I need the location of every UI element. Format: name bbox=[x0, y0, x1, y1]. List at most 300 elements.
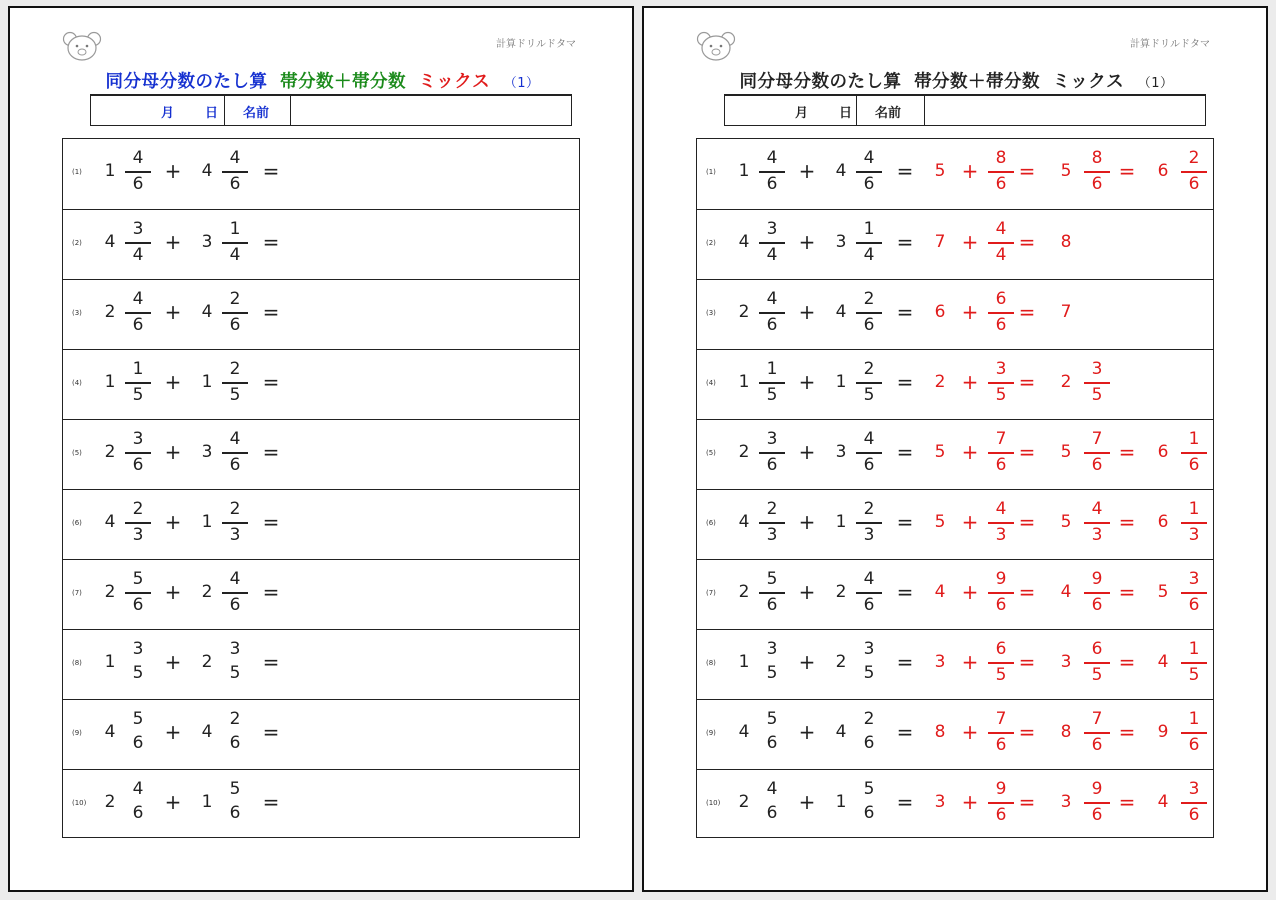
numerator: 1 bbox=[1188, 709, 1200, 729]
denominator: 4 bbox=[132, 244, 144, 265]
day-label: 日 bbox=[839, 106, 853, 121]
plus-sign: + bbox=[798, 650, 816, 674]
numerator: 2 bbox=[863, 289, 875, 309]
answer-fraction-sum bbox=[988, 708, 1014, 758]
plus-sign: + bbox=[798, 580, 816, 604]
whole-number-b: 2 bbox=[835, 582, 847, 602]
denominator: 6 bbox=[995, 734, 1007, 755]
fraction-b bbox=[856, 568, 882, 618]
denominator: 4 bbox=[766, 244, 778, 265]
fraction-b bbox=[856, 708, 882, 756]
whole-number-b: 2 bbox=[835, 652, 847, 672]
answer-step2-fraction bbox=[1084, 778, 1110, 828]
fraction-a bbox=[759, 498, 785, 548]
whole-number-b: 4 bbox=[835, 302, 847, 322]
numerator: 4 bbox=[229, 569, 241, 589]
plus-sign: + bbox=[164, 159, 182, 183]
answer-final-fraction bbox=[1181, 708, 1207, 758]
denominator: 3 bbox=[132, 524, 144, 545]
denominator: 6 bbox=[132, 314, 144, 335]
equals-sign: = bbox=[896, 720, 914, 744]
fraction-b bbox=[856, 218, 882, 268]
answer-step2-whole: 2 bbox=[1060, 372, 1072, 392]
answer-equals-sign: = bbox=[1018, 159, 1036, 183]
numerator: 9 bbox=[1091, 779, 1103, 799]
whole-number-a: 1 bbox=[104, 372, 116, 392]
answer-equals-sign: = bbox=[1018, 370, 1036, 394]
whole-number-b: 3 bbox=[835, 232, 847, 252]
denominator: 6 bbox=[995, 173, 1007, 194]
denominator: 6 bbox=[1091, 594, 1103, 615]
whole-number-b: 1 bbox=[835, 512, 847, 532]
answer-equals-sign: = bbox=[1118, 510, 1136, 534]
denominator: 6 bbox=[132, 733, 144, 753]
numerator: 9 bbox=[1091, 569, 1103, 589]
problem-row bbox=[63, 769, 579, 840]
answer-step2-whole: 8 bbox=[1060, 722, 1072, 742]
numerator: 1 bbox=[1188, 639, 1200, 659]
problem-number: (7) bbox=[72, 589, 82, 597]
fraction-b bbox=[222, 218, 248, 268]
equals-sign: = bbox=[896, 790, 914, 814]
equals-sign: = bbox=[896, 159, 914, 183]
numerator: 4 bbox=[863, 429, 875, 449]
answer-equals-sign: = bbox=[1118, 440, 1136, 464]
denominator: 5 bbox=[132, 663, 144, 683]
answer-whole-sum: 5 bbox=[934, 161, 946, 181]
denominator: 5 bbox=[766, 663, 778, 683]
denominator: 6 bbox=[229, 733, 241, 753]
problem-number: (8) bbox=[706, 659, 716, 667]
numerator: 5 bbox=[132, 709, 144, 729]
fraction-a bbox=[759, 288, 785, 338]
problem-number: (6) bbox=[72, 519, 82, 527]
denominator: 6 bbox=[766, 314, 778, 335]
answer-equals-sign: = bbox=[1018, 440, 1036, 464]
numerator: 4 bbox=[229, 148, 241, 168]
whole-number-b: 4 bbox=[201, 302, 213, 322]
month-label: 月 bbox=[795, 106, 809, 121]
answer-fraction-sum bbox=[988, 638, 1014, 688]
answer-step2-whole: 4 bbox=[1060, 582, 1072, 602]
answer-fraction-sum bbox=[988, 288, 1014, 338]
fraction-b bbox=[856, 428, 882, 478]
fraction-b bbox=[222, 638, 248, 686]
numerator: 5 bbox=[132, 569, 144, 589]
answer-whole-sum: 8 bbox=[934, 722, 946, 742]
plus-sign: + bbox=[164, 790, 182, 814]
fraction-b bbox=[222, 147, 248, 197]
whole-number-b: 1 bbox=[201, 792, 213, 812]
numerator: 2 bbox=[863, 709, 875, 729]
problem-row bbox=[697, 419, 1213, 490]
whole-number-b: 2 bbox=[201, 652, 213, 672]
denominator: 6 bbox=[995, 454, 1007, 475]
problem-row bbox=[63, 489, 579, 560]
answer-plus-sign: + bbox=[961, 650, 979, 674]
numerator: 7 bbox=[1091, 709, 1103, 729]
whole-number-b: 1 bbox=[201, 512, 213, 532]
denominator: 4 bbox=[995, 244, 1007, 265]
whole-number-b: 2 bbox=[201, 582, 213, 602]
whole-number-a: 2 bbox=[104, 582, 116, 602]
numerator: 2 bbox=[229, 359, 241, 379]
fraction-a bbox=[759, 358, 785, 408]
answer-final-fraction bbox=[1181, 568, 1207, 618]
whole-number-a: 4 bbox=[104, 512, 116, 532]
answer-step2-fraction bbox=[1084, 638, 1110, 688]
fraction-b bbox=[856, 288, 882, 338]
answer-fraction-sum bbox=[988, 498, 1014, 548]
plus-sign: + bbox=[164, 440, 182, 464]
title-part-3: ミックス bbox=[1052, 72, 1125, 92]
plus-sign: + bbox=[798, 300, 816, 324]
fraction-b bbox=[856, 147, 882, 197]
denominator: 6 bbox=[863, 454, 875, 475]
answer-equals-sign: = bbox=[1118, 650, 1136, 674]
denominator: 6 bbox=[863, 314, 875, 335]
numerator: 9 bbox=[995, 779, 1007, 799]
numerator: 3 bbox=[995, 359, 1007, 379]
equals-sign: = bbox=[262, 720, 280, 744]
title-part-1: 同分母分数のたし算 bbox=[739, 72, 902, 92]
plus-sign: + bbox=[164, 650, 182, 674]
denominator: 6 bbox=[766, 173, 778, 194]
fraction-a bbox=[759, 568, 785, 618]
denominator: 6 bbox=[995, 314, 1007, 335]
bear-mascot-icon bbox=[62, 30, 102, 62]
answer-whole-sum: 4 bbox=[934, 582, 946, 602]
problem-number: (1) bbox=[72, 168, 82, 176]
numerator: 2 bbox=[863, 499, 875, 519]
whole-number-a: 4 bbox=[738, 722, 750, 742]
numerator: 3 bbox=[766, 639, 778, 659]
numerator: 4 bbox=[229, 429, 241, 449]
equals-sign: = bbox=[896, 510, 914, 534]
denominator: 4 bbox=[863, 244, 875, 265]
fraction-b bbox=[222, 498, 248, 548]
denominator: 5 bbox=[229, 384, 241, 405]
denominator: 6 bbox=[1091, 454, 1103, 475]
problem-row bbox=[697, 559, 1213, 630]
name-date-bar bbox=[90, 94, 572, 126]
problem-row bbox=[697, 349, 1213, 420]
numerator: 4 bbox=[863, 569, 875, 589]
denominator: 5 bbox=[1188, 664, 1200, 685]
answer-step2-whole: 7 bbox=[1060, 302, 1072, 322]
denominator: 3 bbox=[229, 524, 241, 545]
problem-row bbox=[63, 139, 579, 209]
problem-number: (4) bbox=[706, 379, 716, 387]
brand-label: 計算ドリルドタマ bbox=[1130, 39, 1210, 50]
month-label: 月 bbox=[161, 106, 175, 121]
fraction-a bbox=[125, 358, 151, 408]
denominator: 5 bbox=[863, 384, 875, 405]
title-part-2: 帯分数＋帯分数 bbox=[280, 72, 407, 92]
answer-plus-sign: + bbox=[961, 440, 979, 464]
equals-sign: = bbox=[896, 440, 914, 464]
numerator: 6 bbox=[995, 639, 1007, 659]
numerator: 4 bbox=[766, 148, 778, 168]
problem-number: (10) bbox=[72, 799, 87, 807]
numerator: 4 bbox=[132, 148, 144, 168]
whole-number-b: 4 bbox=[201, 161, 213, 181]
name-date-bar bbox=[724, 94, 1206, 126]
problem-number: (4) bbox=[72, 379, 82, 387]
answer-plus-sign: + bbox=[961, 790, 979, 814]
whole-number-b: 1 bbox=[835, 792, 847, 812]
numerator: 5 bbox=[766, 569, 778, 589]
numerator: 2 bbox=[863, 359, 875, 379]
numerator: 5 bbox=[766, 709, 778, 729]
answer-whole-sum: 3 bbox=[934, 792, 946, 812]
numerator: 4 bbox=[766, 289, 778, 309]
numerator: 1 bbox=[1188, 499, 1200, 519]
answer-step2-whole: 3 bbox=[1060, 652, 1072, 672]
answer-final-whole: 9 bbox=[1157, 722, 1169, 742]
problem-row bbox=[63, 209, 579, 280]
fraction-b bbox=[222, 568, 248, 618]
fraction-a bbox=[759, 708, 785, 756]
denominator: 6 bbox=[1091, 173, 1103, 194]
answer-final-whole: 6 bbox=[1157, 161, 1169, 181]
day-label: 日 bbox=[205, 106, 219, 121]
numerator: 7 bbox=[1091, 429, 1103, 449]
denominator: 6 bbox=[1188, 454, 1200, 475]
plus-sign: + bbox=[798, 720, 816, 744]
fraction-a bbox=[759, 428, 785, 478]
answer-sheet bbox=[642, 6, 1268, 892]
numerator: 2 bbox=[766, 499, 778, 519]
denominator: 3 bbox=[1188, 524, 1200, 545]
problem-row bbox=[697, 209, 1213, 280]
fraction-b bbox=[856, 778, 882, 826]
title-number: （1） bbox=[503, 76, 540, 91]
name-input[interactable] bbox=[931, 102, 1199, 122]
problem-sheet bbox=[8, 6, 634, 892]
denominator: 5 bbox=[863, 663, 875, 683]
fraction-a bbox=[125, 218, 151, 268]
problem-number: (6) bbox=[706, 519, 716, 527]
fraction-b bbox=[856, 638, 882, 686]
whole-number-a: 4 bbox=[738, 232, 750, 252]
denominator: 6 bbox=[229, 314, 241, 335]
problem-number: (5) bbox=[72, 449, 82, 457]
answer-final-whole: 4 bbox=[1157, 652, 1169, 672]
equals-sign: = bbox=[262, 300, 280, 324]
plus-sign: + bbox=[164, 370, 182, 394]
answer-grid bbox=[696, 138, 1214, 838]
title-number: （1） bbox=[1137, 76, 1174, 91]
answer-plus-sign: + bbox=[961, 230, 979, 254]
plus-sign: + bbox=[798, 230, 816, 254]
whole-number-a: 1 bbox=[738, 652, 750, 672]
answer-step2-fraction bbox=[1084, 568, 1110, 618]
numerator: 3 bbox=[1188, 779, 1200, 799]
problem-number: (9) bbox=[706, 729, 716, 737]
plus-sign: + bbox=[164, 300, 182, 324]
problem-number: (3) bbox=[706, 309, 716, 317]
answer-step2-whole: 5 bbox=[1060, 512, 1072, 532]
answer-final-whole: 5 bbox=[1157, 582, 1169, 602]
answer-final-fraction bbox=[1181, 428, 1207, 478]
answer-equals-sign: = bbox=[1118, 790, 1136, 814]
plus-sign: + bbox=[798, 790, 816, 814]
problem-row bbox=[697, 279, 1213, 350]
fraction-a bbox=[125, 428, 151, 478]
numerator: 3 bbox=[132, 219, 144, 239]
answer-fraction-sum bbox=[988, 428, 1014, 478]
equals-sign: = bbox=[262, 580, 280, 604]
numerator: 1 bbox=[863, 219, 875, 239]
answer-final-fraction bbox=[1181, 778, 1207, 828]
denominator: 6 bbox=[1188, 594, 1200, 615]
answer-fraction-sum bbox=[988, 778, 1014, 828]
whole-number-b: 1 bbox=[835, 372, 847, 392]
equals-sign: = bbox=[262, 440, 280, 464]
denominator: 3 bbox=[766, 524, 778, 545]
problem-row bbox=[63, 279, 579, 350]
whole-number-b: 3 bbox=[835, 442, 847, 462]
numerator: 6 bbox=[1091, 639, 1103, 659]
denominator: 5 bbox=[132, 384, 144, 405]
answer-equals-sign: = bbox=[1118, 580, 1136, 604]
problem-number: (2) bbox=[706, 239, 716, 247]
answer-equals-sign: = bbox=[1118, 159, 1136, 183]
worksheet-title bbox=[644, 68, 1266, 93]
numerator: 5 bbox=[229, 779, 241, 799]
fraction-a bbox=[125, 638, 151, 686]
name-input[interactable] bbox=[297, 102, 565, 122]
plus-sign: + bbox=[798, 159, 816, 183]
answer-fraction-sum bbox=[988, 358, 1014, 408]
answer-whole-sum: 6 bbox=[934, 302, 946, 322]
numerator: 4 bbox=[132, 289, 144, 309]
bear-mascot-icon bbox=[696, 30, 736, 62]
answer-whole-sum: 7 bbox=[934, 232, 946, 252]
whole-number-a: 1 bbox=[104, 161, 116, 181]
answer-fraction-sum bbox=[988, 147, 1014, 197]
numerator: 1 bbox=[132, 359, 144, 379]
answer-whole-sum: 3 bbox=[934, 652, 946, 672]
answer-fraction-sum bbox=[988, 218, 1014, 268]
answer-whole-sum: 5 bbox=[934, 442, 946, 462]
problem-row bbox=[63, 559, 579, 630]
numerator: 3 bbox=[766, 429, 778, 449]
fraction-b bbox=[222, 358, 248, 408]
fraction-a bbox=[125, 498, 151, 548]
answer-equals-sign: = bbox=[1018, 580, 1036, 604]
denominator: 5 bbox=[995, 384, 1007, 405]
denominator: 6 bbox=[132, 454, 144, 475]
whole-number-a: 2 bbox=[738, 442, 750, 462]
answer-final-whole: 4 bbox=[1157, 792, 1169, 812]
problem-row bbox=[697, 139, 1213, 209]
denominator: 5 bbox=[995, 664, 1007, 685]
problem-row bbox=[697, 489, 1213, 560]
problem-number: (5) bbox=[706, 449, 716, 457]
answer-equals-sign: = bbox=[1018, 720, 1036, 744]
answer-equals-sign: = bbox=[1018, 300, 1036, 324]
numerator: 6 bbox=[995, 289, 1007, 309]
problem-number: (10) bbox=[706, 799, 721, 807]
numerator: 4 bbox=[1091, 499, 1103, 519]
fraction-a bbox=[125, 568, 151, 618]
numerator: 9 bbox=[995, 569, 1007, 589]
title-part-1: 同分母分数のたし算 bbox=[105, 72, 268, 92]
equals-sign: = bbox=[262, 159, 280, 183]
whole-number-a: 4 bbox=[738, 512, 750, 532]
name-label: 名前 bbox=[243, 106, 270, 121]
numerator: 8 bbox=[995, 148, 1007, 168]
fraction-b bbox=[222, 708, 248, 756]
whole-number-a: 4 bbox=[104, 232, 116, 252]
numerator: 1 bbox=[766, 359, 778, 379]
numerator: 8 bbox=[1091, 148, 1103, 168]
denominator: 6 bbox=[132, 803, 144, 823]
answer-step2-whole: 3 bbox=[1060, 792, 1072, 812]
equals-sign: = bbox=[262, 230, 280, 254]
answer-final-whole: 6 bbox=[1157, 442, 1169, 462]
problem-row bbox=[697, 699, 1213, 770]
whole-number-a: 1 bbox=[104, 652, 116, 672]
answer-equals-sign: = bbox=[1018, 790, 1036, 814]
brand-label: 計算ドリルドタマ bbox=[496, 39, 576, 50]
problem-row bbox=[63, 699, 579, 770]
equals-sign: = bbox=[262, 370, 280, 394]
numerator: 4 bbox=[766, 779, 778, 799]
numerator: 3 bbox=[1188, 569, 1200, 589]
whole-number-b: 4 bbox=[201, 722, 213, 742]
equals-sign: = bbox=[262, 650, 280, 674]
denominator: 6 bbox=[229, 454, 241, 475]
whole-number-a: 2 bbox=[738, 792, 750, 812]
denominator: 6 bbox=[1091, 734, 1103, 755]
numerator: 3 bbox=[132, 429, 144, 449]
denominator: 5 bbox=[1091, 664, 1103, 685]
denominator: 6 bbox=[766, 803, 778, 823]
denominator: 5 bbox=[1091, 384, 1103, 405]
title-part-3: ミックス bbox=[418, 72, 491, 92]
numerator: 2 bbox=[229, 289, 241, 309]
plus-sign: + bbox=[798, 370, 816, 394]
whole-number-a: 1 bbox=[738, 372, 750, 392]
fraction-b bbox=[222, 778, 248, 826]
whole-number-b: 4 bbox=[835, 722, 847, 742]
answer-plus-sign: + bbox=[961, 300, 979, 324]
answer-step2-fraction bbox=[1084, 708, 1110, 758]
equals-sign: = bbox=[262, 790, 280, 814]
answer-plus-sign: + bbox=[961, 370, 979, 394]
numerator: 3 bbox=[766, 219, 778, 239]
fraction-a bbox=[125, 288, 151, 338]
whole-number-a: 4 bbox=[104, 722, 116, 742]
whole-number-b: 4 bbox=[835, 161, 847, 181]
denominator: 6 bbox=[1091, 804, 1103, 825]
answer-whole-sum: 5 bbox=[934, 512, 946, 532]
denominator: 6 bbox=[1188, 173, 1200, 194]
denominator: 6 bbox=[132, 594, 144, 615]
answer-final-fraction bbox=[1181, 147, 1207, 197]
problem-number: (2) bbox=[72, 239, 82, 247]
denominator: 6 bbox=[863, 594, 875, 615]
denominator: 6 bbox=[863, 173, 875, 194]
whole-number-b: 3 bbox=[201, 232, 213, 252]
name-label: 名前 bbox=[875, 106, 902, 121]
denominator: 6 bbox=[995, 804, 1007, 825]
fraction-a bbox=[759, 638, 785, 686]
equals-sign: = bbox=[896, 650, 914, 674]
